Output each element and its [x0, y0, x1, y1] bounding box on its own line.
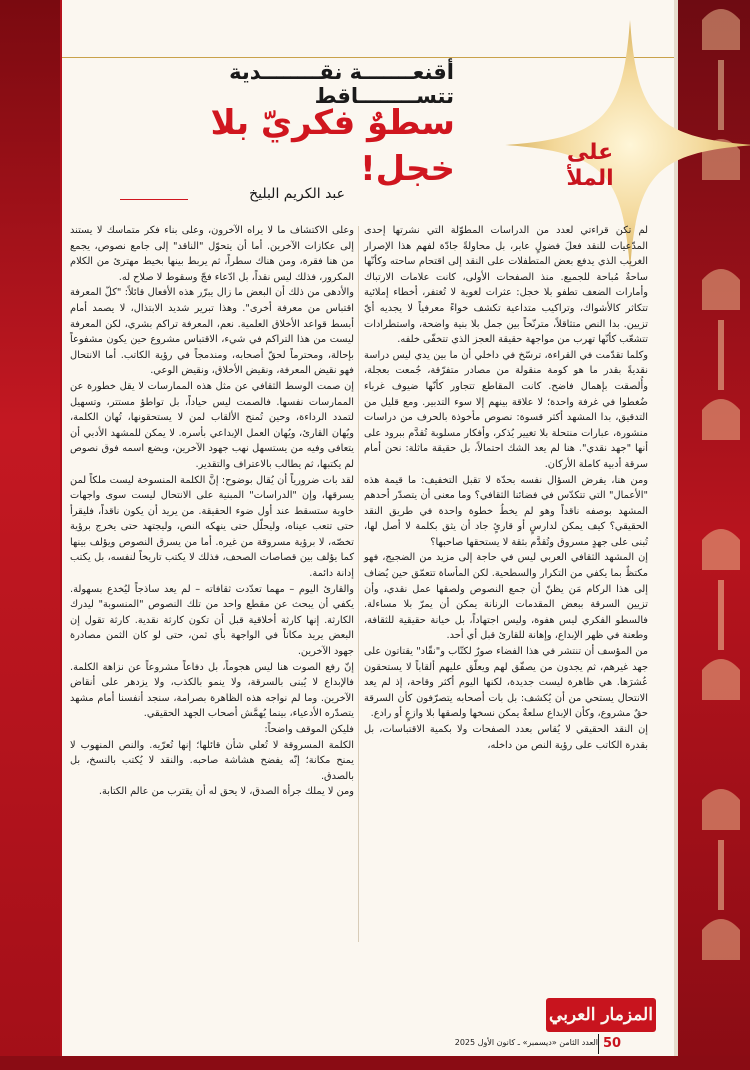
article-paragraph: الكلمة المسروقة لا تُعلي شأن قائلها؛ إنها تُعرّيه. والنص المنهوب لا يمنح مكانة؛ إنّه يفضح هشاشة صاحبه. والنقد لا يُكتب بالنسخ، بل بالصدق.: [70, 739, 354, 782]
author-rule: [120, 199, 188, 200]
article-paragraph: إن المشهد الثقافي العربي ليس في حاجة إلى مزيد من الضجيج، فهو مكتظٌ بما يكفي من التكرار والسطحية. لكن المأساة تتعمّق حين يُضاف إلى هذا الركام مَن يظنّ أن جمع النصوص ولصقها عمل نقدي، وأن تزيين السرقة ببعض المقدمات الرنانة يمكن أن يمرّ بلا مساءلة. فالسطو الفكري ليس هفوة، وليس اجتهاداً، بل خيانة حقيقية للثقافة، وطعنة في ظهر الإبداع، وإهانة للقارئ قبل أي أحد.: [364, 552, 648, 642]
column-divider: [358, 226, 359, 942]
article-paragraph: وكلما تقدّمت في القراءة، ترسّخ في داخلي أن ما بين يدي ليس دراسة نقديةً بقدر ما هو كومة منقولة من مصادر متفرّقة، جُمعت بعجلة، وأُلصقت بإهمال فاضح. كانت المقاطع تتجاور كأنّها ضيوف غرباء ضُغطوا في غرفة واحدة؛ لا علاقة بينهم إلا سوء التدبير. ومع قليل من التدقيق، بدا المشهد أكثر قسوة: نصوص مأخوذة بالحرف من دراسات منشورة، عبارات منتحلة بلا تغيير يُذكر، وأفكار مسلوبة تُقدَّم ببرود على أنها "جهد نقدي". هنا لم يعد الشك احتمالاً، بل حقيقة ماثلة: نحن أمام سرقة أدبية كاملة الأركان.: [364, 349, 648, 470]
footer-divider: [598, 1034, 599, 1054]
article-paragraph: لم تكن قراءتي لعدد من الدراسات المطوّلة التي نشرتها إحدى المدّعيات للنقد فعلَ فضولٍ عابر، بل محاولةً جادّة لفهم هذا الإصرار الغريب الذي يدفع بعض المتطفلات على النقد إلى اقتحام ساحته وكأنّها ساحةٌ مُباحة للجميع. منذ الصفحات الأولى، كانت علامات الارتباك وأمارات الضعف تطفو بلا خجل: عثرات لغوية لا تُغتفر، أخطاء إملائية تتكاثر كالأشواك، وتراكيب متداعية تكشف خواءً معرفياً لا يجديه أيّ تزيين. بدا النص متثاقلاً، مترنّحاً بين جمل بلا بنية واضحة، واستطرادات تتشعّب كأنّها تهرب من مواجهة حقيقة العجز الذي تتخفّى خلفه.: [364, 225, 648, 346]
author-name: عبد الكريم البليخ: [249, 186, 345, 202]
article-paragraph: فليكن الموقف واضحاً:: [264, 724, 354, 735]
decorative-frame-left: [0, 0, 60, 1070]
issue-info: العدد الثامن «ديسمبر» ـ كانون الأول 2025: [454, 1038, 598, 1047]
article-paragraph: لقد بات ضرورياً أن يُقال بوضوح: إنَّ الكلمة المنسوخة ليست ملكاً لمن يسرقها، وإن "الدراسات" المبنية على الانتحال ليست سوى واجهات خاوية ستسقط عند أول ضوء الحقيقة. من يريد أن يكون ناقداً، فليقرأ حتى تتعب عيناه، وليحلّل حتى ينهكه النص، وليجتهد حتى يخرج برؤية تخصّه، لا برؤية مسروقة من غيره. أما من يسرق النصوص ويؤلف بينها كما يؤلف بين قصاصات الصحف، فذلك لا يكتب تاريخاً لنفسه، بل يكتب إدانة دائمة.: [70, 474, 354, 580]
corner-label: على الملأ: [566, 140, 614, 191]
article-paragraph: من المؤسف أن تنتشر في هذا الفضاء صورٌ لكتّاب و"نقّاد" يقتاتون على جهد غيرهم، ثم يجدون من يصفّق لهم ويعلّق عليهم ألقاباً لا يستحقون عُشرَها. هي ظاهرة ليست جديدة، لكنها اليوم أكثر وقاحة، إذ لم يعد الانتحال يستحي من أن يُكشف: بل بات أصحابه يتصرّفون كأن السرقة حقٌ مشروع، وكأن الإبداع سلعةٌ يمكن نسخها ولصقها بلا وازعٍ أو رادع.: [364, 646, 648, 720]
article-column-right: [364, 223, 648, 945]
article-paragraph: إن النقد الحقيقي لا يُقاس بعدد الصفحات ولا بكمية الاقتباسات، بل بقدرة الكاتب على رؤية النص من داخله،: [364, 724, 648, 751]
page-title: سطوٌ فكريّ بلا خجل!: [210, 103, 455, 189]
magazine-logo: المزمار العربي: [546, 998, 656, 1032]
article-paragraph: ومن هنا، يفرض السؤال نفسه بحدّة لا تقبل التخفيف: ما قيمة هذه "الأعمال" التي تتكدّس في فضائنا الثقافي؟ وما معنى أن يتصدّر أحدهم المشهد بوصفه ناقداً وهو لم يخطُ خطوة واحدة في طريق النقد الحقيقي؟ كيف يمكن لدارسٍ أو قارئٍ جاد أن يثق بكلمة لا أصل لها، تُبنى على جهدٍ مسروق وتُقدَّم بثقة لا يستحقها صاحبها؟: [364, 474, 648, 548]
decorative-frame-bottom: [0, 1056, 750, 1070]
article-paragraph: إن صمت الوسط الثقافي عن مثل هذه الممارسات لا يقل خطورة عن الممارسات نفسها. فالصمت ليس حياداً، بل تواطؤ مستتر، وتسهيل لتمدد الرداءة، وحين تُمنح الألقاب لمن لا يستحقونها، تُهان الكلمة، ويُهان القارئ، ويُهان العمل الإبداعي بأسره. لا يمكن للمشهد الأدبي أن يتعافى وفيه من يستسهل نهب جهود الآخرين، ويضع اسمه فوق نصوص لم يكتبها، ثم يطالب بالاعتراف والتقدير.: [70, 380, 354, 470]
article-paragraph: ومن لا يملك جرأة الصدق، لا يحق له أن يقترب من عالم الكتابة.: [98, 786, 354, 798]
article-paragraph: والقارئ اليوم – مهما تعدّدت ثقافاته – لم يعد ساذجاً ليُخدع بسهولة. يكفي أن يبحث عن مقطع واحد من تلك النصوص "المنسوبة" ليدرك الكارثة. إنها كارثة أخلاقية قبل أن تكون كارثة نقدية. كارثة تقول إن البعض يريد مكاناً في الواجهة بأي ثمن، حتى لو كان الثمن مصادرة جهود الآخرين.: [70, 583, 354, 658]
article-paragraph: وعلى الاكتشاف ما لا يراه الآخرون، وعلى بناء فكر متماسك لا يستند إلى عكازات الآخرين. أما أن يتحوّل "الناقد" إلى جامع نصوص، يجمع من هنا فقرة، ومن هناك سطراً، ثم يربط بينها بخيط مهترئ من الكلام المكرور، فذلك ليس نقداً، بل ادّعاء فجّ وسقوط لا صلاح له.: [70, 225, 354, 283]
article-paragraph: إنّ رفع الصوت هنا ليس هجوماً، بل دفاعاً مشروعاً عن نزاهة الكلمة. فالإبداع لا يُبنى بالسرقة، ولا ينمو بالكذب، ولا يزدهر على أنقاض الآخرين. وما لم نواجه هذه الظاهرة بصرامة، سنجد أنفسنا أمام مشهد يتصدّره الأدعياء، بينما يُهمَّش أصحاب الجهد الحقيقي.: [70, 661, 354, 720]
series-title: أقنعـــــــة نقــــــــدية تتســــــــاقط: [229, 60, 454, 108]
page-number: 50: [603, 1036, 622, 1051]
article-column-left: [70, 223, 354, 945]
article-paragraph: والأدهى من ذلك أن البعض ما زال يبرّر هذه الأفعال قائلاً: "كلّ المعرفة اقتباس من معرفة أخرى". وهذا تبرير شديد الابتذال، لا يصمد أمام أبسط قواعد الأخلاق العلمية. نعم، المعرفة تراكم بشري، لكن المعرفة ليست من هذا التراكم في شيء، الاقتباس مشروع حين يكون مشفوعاً بإحالة، ومحترماً لحقّ أصحابه، ومندمجاً في رؤية الكاتب. أما الانتحال فهو نقيض المعرفة، ونقيض الأخلاق، ونقيض الوعي.: [70, 287, 354, 377]
